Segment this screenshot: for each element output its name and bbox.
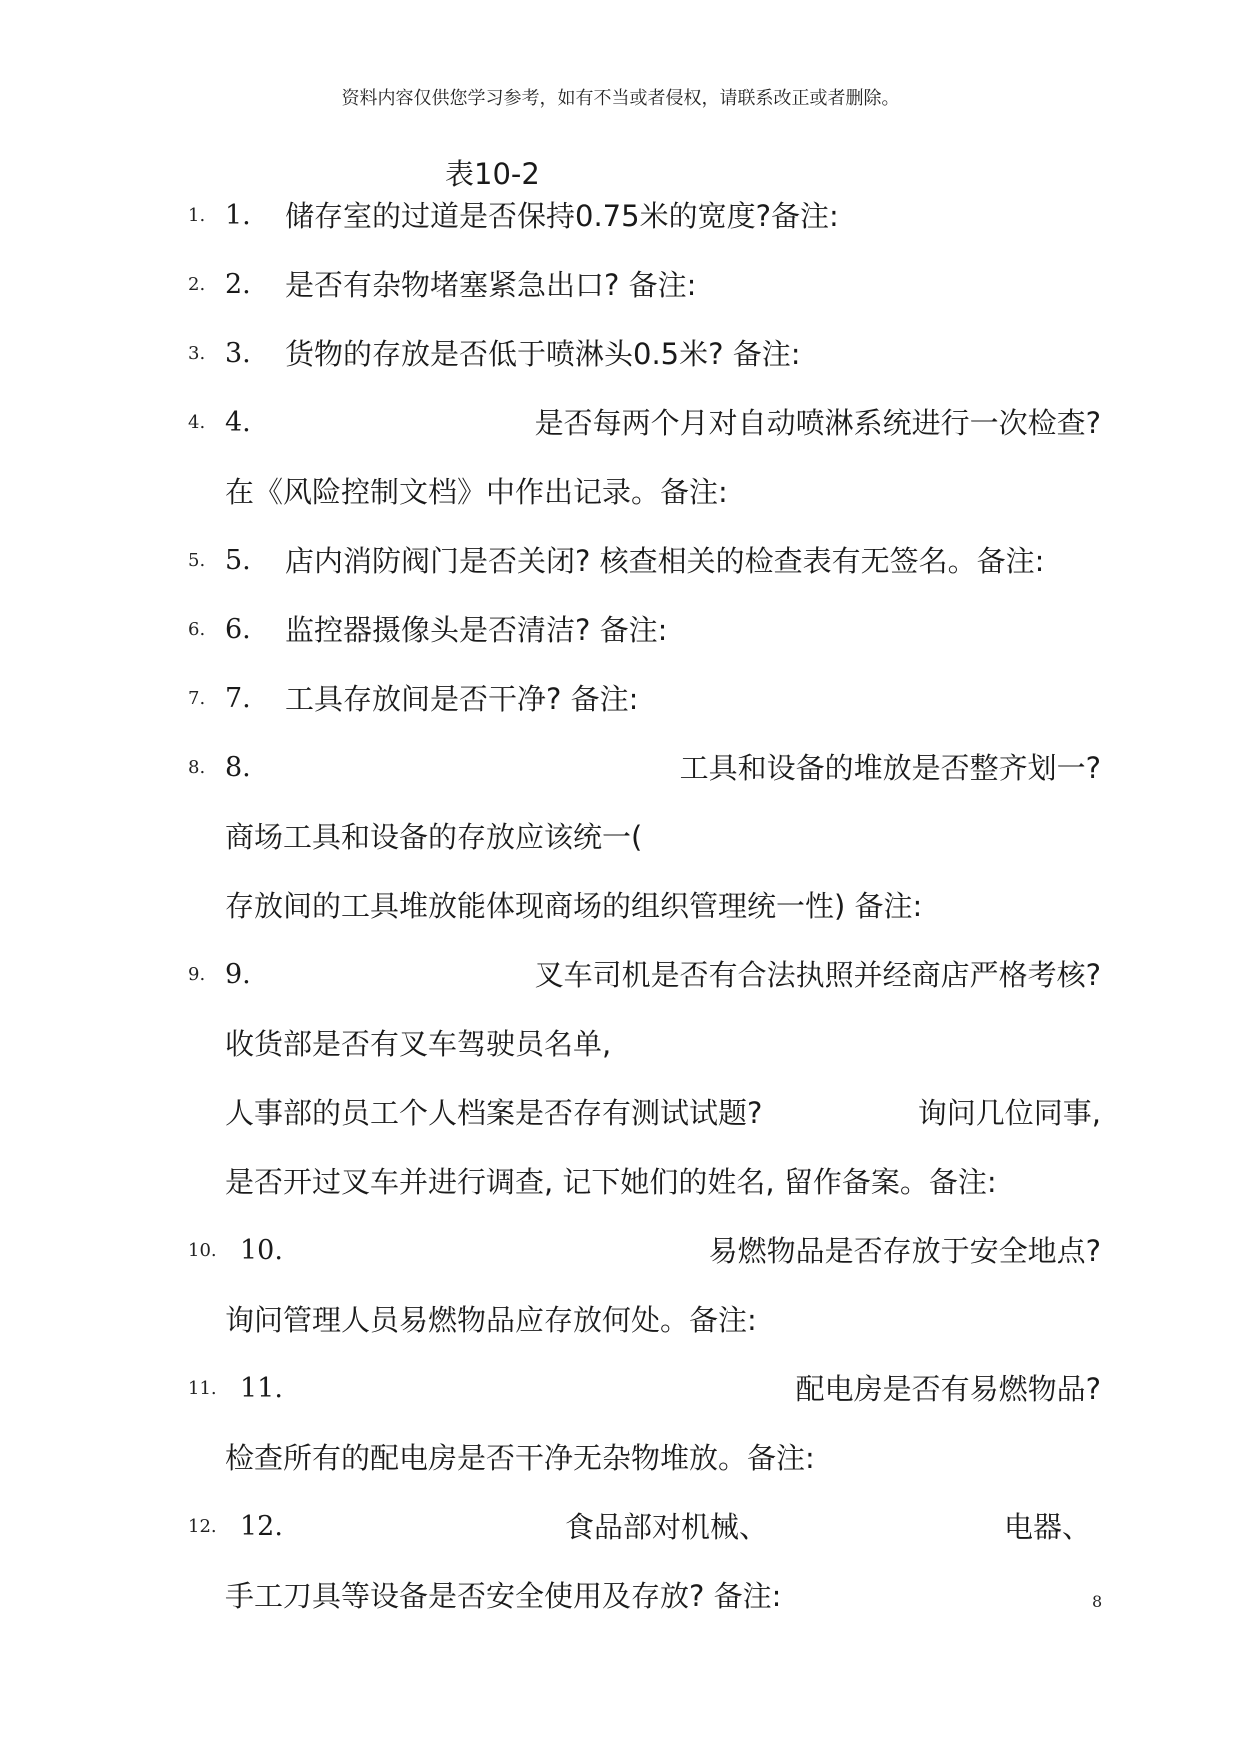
item-text: 储存室的过道是否保持0.75米的宽度?备注: xyxy=(285,199,839,233)
list-item xyxy=(0,196,1241,236)
list-item xyxy=(0,610,1241,650)
item-number: 9. xyxy=(225,959,251,990)
line-number: 7. xyxy=(188,688,206,709)
item-number: 11. xyxy=(240,1373,283,1404)
item-text: 易燃物品是否存放于安全地点? xyxy=(708,1234,1101,1268)
item-continuation xyxy=(0,1300,1241,1340)
item-text: 店内消防阀门是否关闭? 核查相关的检查表有无签名。备注: xyxy=(285,544,1045,578)
item-continuation xyxy=(0,472,1241,512)
continuation-text-right: 询问几位同事, xyxy=(917,1096,1101,1130)
list-item xyxy=(0,403,1241,443)
item-text: 工具和设备的堆放是否整齐划一? xyxy=(679,751,1101,785)
list-item xyxy=(0,1231,1241,1271)
item-continuation xyxy=(0,817,1241,857)
item-text: 货物的存放是否低于喷淋头0.5米? 备注: xyxy=(285,337,801,371)
line-number: 12. xyxy=(188,1516,217,1537)
item-number: 7. xyxy=(225,683,251,714)
continuation-text: 存放间的工具堆放能体现商场的组织管理统一性) 备注: xyxy=(225,889,923,923)
item-text: 是否每两个月对自动喷淋系统进行一次检查? xyxy=(534,406,1101,440)
item-continuation xyxy=(0,1093,1241,1133)
item-text: 叉车司机是否有合法执照并经商店严格考核? xyxy=(534,958,1101,992)
item-text: 监控器摄像头是否清洁? 备注: xyxy=(285,613,668,647)
copyright-notice: 资料内容仅供您学习参考，如有不当或者侵权，请联系改正或者删除。 xyxy=(341,88,900,109)
item-text: 食品部对机械、 xyxy=(565,1510,769,1544)
continuation-text: 询问管理人员易燃物品应存放何处。备注: xyxy=(225,1303,757,1337)
item-number: 12. xyxy=(240,1511,283,1542)
item-number: 3. xyxy=(225,338,251,369)
item-number: 8. xyxy=(225,752,251,783)
continuation-text: 收货部是否有叉车驾驶员名单, xyxy=(225,1027,612,1061)
line-number: 10. xyxy=(188,1240,217,1261)
item-continuation xyxy=(0,886,1241,926)
item-number: 5. xyxy=(225,545,251,576)
item-continuation xyxy=(0,1576,1241,1616)
item-text: 配电房是否有易燃物品? xyxy=(795,1372,1101,1406)
item-text-right: 电器、 xyxy=(1003,1510,1091,1544)
item-text: 工具存放间是否干净? 备注: xyxy=(285,682,639,716)
list-item xyxy=(0,955,1241,995)
list-item xyxy=(0,748,1241,788)
line-number: 3. xyxy=(188,343,206,364)
item-number: 2. xyxy=(225,269,251,300)
table-title: 表10-2 xyxy=(445,157,540,191)
line-number: 8. xyxy=(188,757,206,778)
list-item xyxy=(0,334,1241,374)
item-continuation xyxy=(0,1162,1241,1202)
item-continuation xyxy=(0,1438,1241,1478)
list-item xyxy=(0,265,1241,305)
list-item xyxy=(0,1369,1241,1409)
continuation-text: 手工刀具等设备是否安全使用及存放? 备注: xyxy=(225,1579,782,1613)
list-item xyxy=(0,541,1241,581)
line-number: 5. xyxy=(188,550,206,571)
line-number: 11. xyxy=(188,1378,217,1399)
list-item xyxy=(0,1507,1241,1547)
page-number: 8 xyxy=(1092,1592,1103,1611)
line-number: 6. xyxy=(188,619,206,640)
item-text: 是否有杂物堵塞紧急出口? 备注: xyxy=(285,268,697,302)
line-number: 1. xyxy=(188,205,206,226)
continuation-text: 商场工具和设备的存放应该统一( xyxy=(225,820,643,854)
continuation-text: 是否开过叉车并进行调查, 记下她们的姓名, 留作备案。备注: xyxy=(225,1165,997,1199)
line-number: 2. xyxy=(188,274,206,295)
item-number: 1. xyxy=(225,200,251,231)
item-continuation xyxy=(0,1024,1241,1064)
continuation-text: 人事部的员工个人档案是否存有测试试题? xyxy=(225,1096,763,1130)
line-number: 4. xyxy=(188,412,206,433)
continuation-text: 检查所有的配电房是否干净无杂物堆放。备注: xyxy=(225,1441,815,1475)
item-number: 10. xyxy=(240,1235,283,1266)
item-number: 6. xyxy=(225,614,251,645)
item-number: 4. xyxy=(225,407,251,438)
list-item xyxy=(0,679,1241,719)
continuation-text: 在《风险控制文档》中作出记录。备注: xyxy=(225,475,728,509)
line-number: 9. xyxy=(188,964,206,985)
